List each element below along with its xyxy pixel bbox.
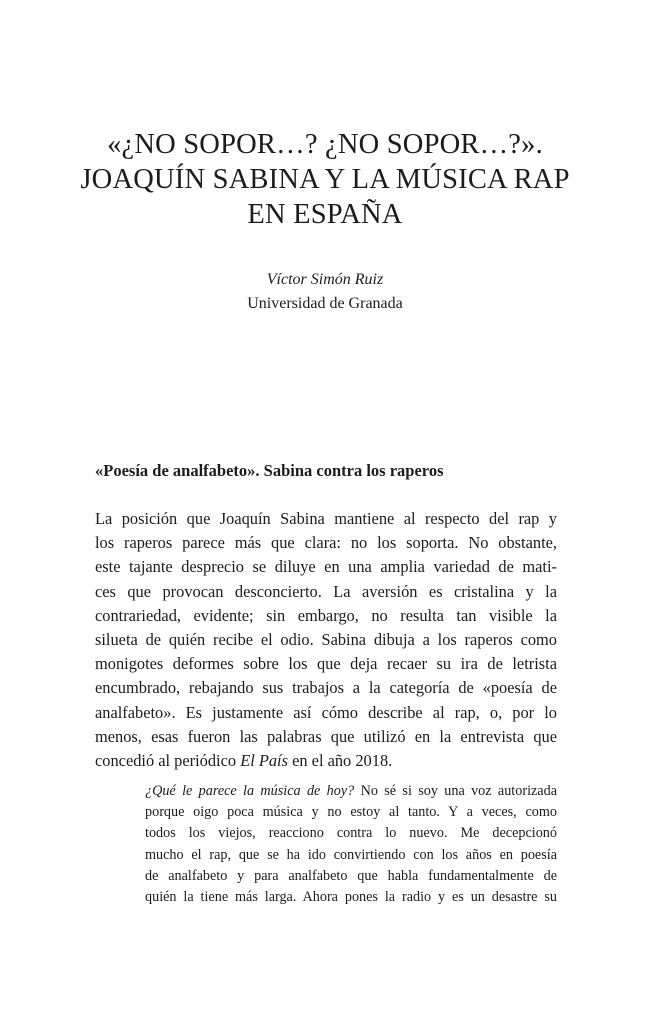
quote-line: de analfabeto y para analfabeto que habla fundamentalmente de <box>145 867 557 884</box>
title-line-3: EN ESPAÑA <box>247 199 403 230</box>
body-line: este tajante desprecio se diluye en una amplia variedad de mati- <box>95 557 557 577</box>
quote-text-run: No sé si soy una voz autorizada <box>354 783 557 799</box>
body-line: monigotes deformes sobre los que deja recaer su ira de letrista <box>95 654 557 674</box>
body-line: menos, esas fueron las palabras que utilizó en la entrevista que <box>95 726 557 746</box>
body-line: La posición que Joaquín Sabina mantiene al respecto del rap y <box>95 509 557 528</box>
author-affiliation: Universidad de Granada <box>247 295 403 312</box>
quote-line: quién la tiene más larga. Ahora pones la radio y es un desastre su <box>145 888 557 905</box>
body-line-last <box>95 749 557 773</box>
body-paragraph <box>95 507 557 773</box>
body-line: silueta de quién recibe el odio. Sabina dibuja a los raperos como <box>95 629 557 649</box>
body-text-run: en el año 2018. <box>288 750 393 770</box>
chapter-title <box>60 127 590 232</box>
body-line: encumbrado, rebajando sus trabajos a la categoría de «poesía de <box>95 678 557 698</box>
quote-line: porque oigo poca música y no estoy al tanto. Y a veces, como <box>145 804 557 821</box>
body-text-run: concedió al periódico <box>95 750 241 770</box>
newspaper-title: El País <box>240 750 288 770</box>
interview-question: ¿Qué le parece la música de hoy? <box>145 783 355 799</box>
quote-line <box>145 781 557 802</box>
section-heading: «Poesía de analfabeto». Sabina contra los raperos <box>95 461 444 480</box>
author-block <box>0 268 650 316</box>
title-line-1: «¿NO SOPOR…? ¿NO SOPOR…?». <box>107 129 543 160</box>
body-line: analfabeto». Es justamente así cómo describe al rap, o, por lo <box>95 702 557 722</box>
block-quote <box>145 781 557 908</box>
body-line: ces que provocan desconcierto. La aversión es cristalina y la <box>95 581 557 601</box>
body-line: los raperos parece más que clara: no los soporta. No obstante, <box>95 533 557 553</box>
quote-line: todos los viejos, reacciono contra lo nuevo. Me decepcionó <box>145 825 557 842</box>
author-name: Víctor Simón Ruiz <box>266 271 384 288</box>
title-line-2: JOAQUÍN SABINA Y LA MÚSICA RAP <box>80 164 570 195</box>
body-line: contrariedad, evidente; sin embargo, no resulta tan visible la <box>95 605 557 625</box>
quote-line: mucho el rap, que se ha ido convirtiendo con los años en poesía <box>145 846 557 863</box>
